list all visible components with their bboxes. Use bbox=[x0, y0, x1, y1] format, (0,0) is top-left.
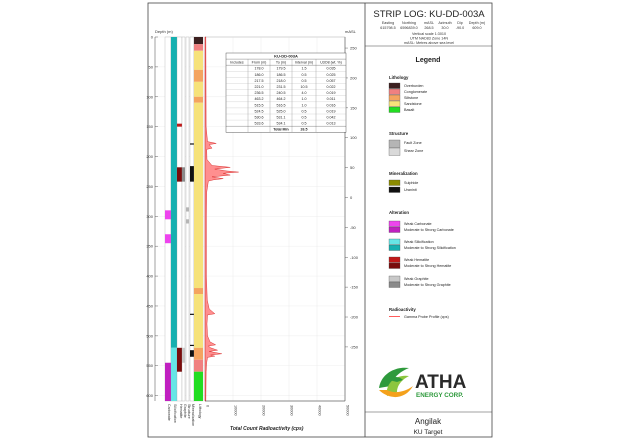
legend-swatch bbox=[389, 140, 400, 148]
masl-tick-label: -200 bbox=[350, 314, 359, 320]
masl-tick-label: -50 bbox=[350, 224, 356, 230]
table-cell: 240.5 bbox=[276, 91, 286, 96]
legend-swatch bbox=[389, 101, 400, 107]
silicification-column-interval bbox=[171, 348, 177, 401]
lithology-column-interval bbox=[194, 82, 203, 97]
legend-item-label: Weak Hematite bbox=[404, 258, 430, 262]
logo-name: ATHA bbox=[415, 372, 467, 393]
legend-item-label: Gamma Probe Profile (cps) bbox=[404, 315, 449, 319]
table-cell: 534.1 bbox=[276, 121, 286, 126]
masl-tick-label: -250 bbox=[350, 344, 359, 350]
legend-item-label: Moderate to Strong Graphite bbox=[404, 283, 451, 287]
intervals-table bbox=[226, 53, 346, 132]
lithology-column-interval bbox=[194, 44, 203, 51]
lithology-column-interval bbox=[194, 372, 203, 401]
column-label: Carbonate bbox=[167, 404, 171, 421]
table-cell: 179.5 bbox=[276, 66, 286, 71]
legend-heading: Lithology bbox=[389, 75, 409, 80]
mineralization-column-interval bbox=[190, 143, 194, 144]
table-header: From (m) bbox=[251, 60, 267, 65]
graphite-column-interval bbox=[182, 348, 185, 363]
masl-tick-label: 50 bbox=[350, 165, 355, 171]
table-cell: 0.025 bbox=[326, 72, 336, 77]
legend-heading: Radioactivity bbox=[389, 307, 416, 312]
table-cell: 0.057 bbox=[326, 78, 336, 83]
table-cell: 186.0 bbox=[254, 72, 264, 77]
legend-swatch bbox=[389, 95, 400, 101]
lithology-column-interval bbox=[194, 348, 203, 360]
masl-tick-label: 200 bbox=[350, 75, 357, 81]
table-cell: 524.5 bbox=[254, 109, 264, 114]
graphite-column-interval bbox=[182, 167, 185, 181]
carbonate-column-interval bbox=[165, 363, 171, 401]
table-total-label: Total Min bbox=[273, 127, 289, 132]
legend-swatch bbox=[389, 282, 400, 288]
table-cell: 0.5 bbox=[301, 121, 307, 126]
legend-item-label: Moderate to Strong Hematite bbox=[404, 264, 452, 268]
depth-axis-label: Depth (m) bbox=[155, 29, 173, 34]
legend-item-label: Siltstone bbox=[404, 96, 419, 100]
collar-header: mASL bbox=[423, 21, 435, 25]
scale-line: Vertical scale 1:3010 bbox=[411, 32, 447, 36]
table-cell: 221.0 bbox=[254, 85, 264, 89]
table-cell: 530.6 bbox=[254, 115, 264, 120]
collar-value: 609.0 bbox=[472, 26, 482, 30]
table-cell: 525.0 bbox=[276, 109, 286, 114]
legend-item-label: Fault Zone bbox=[404, 141, 422, 145]
collar-header: Azimuth bbox=[438, 21, 452, 25]
table-header: Interval (m) bbox=[294, 60, 314, 65]
table-cell: 0.042 bbox=[326, 115, 336, 120]
scale-line: UTM NAD83 Zone 14N bbox=[409, 36, 449, 41]
legend-item-label: Basalt bbox=[404, 108, 415, 112]
table-cell: 1.5 bbox=[301, 66, 307, 71]
legend-item-label: Moderate to Strong Silicification bbox=[404, 246, 456, 250]
masl-axis-label: mASL bbox=[345, 29, 356, 34]
hematite-column-interval bbox=[177, 167, 182, 181]
legend-swatch bbox=[389, 148, 400, 156]
hematite-column-interval bbox=[177, 348, 182, 372]
table-cell: 218.0 bbox=[276, 78, 286, 83]
masl-tick-label: 0 bbox=[350, 194, 353, 200]
table-cell: 0.019 bbox=[326, 109, 336, 114]
legend-swatch bbox=[389, 239, 400, 245]
silicification-column-interval bbox=[171, 37, 177, 348]
table-cell: 217.5 bbox=[254, 78, 264, 83]
collar-header: Northing bbox=[402, 21, 416, 25]
x-tick-label: 0 bbox=[205, 405, 210, 408]
collar-value: 30.0 bbox=[441, 26, 449, 30]
table-cell: 1.0 bbox=[301, 97, 307, 102]
legend-item-label: Sulphide bbox=[404, 181, 419, 185]
hematite-column-frame bbox=[177, 37, 182, 401]
collar-value: 6596839.0 bbox=[400, 26, 418, 30]
structure-column-interval bbox=[186, 207, 189, 211]
table-cell: 186.5 bbox=[276, 72, 286, 77]
lithology-column-interval bbox=[194, 51, 203, 70]
column-label: Structure bbox=[187, 404, 191, 419]
legend-item-label: Weak Graphite bbox=[404, 277, 429, 281]
masl-tick-label: -150 bbox=[350, 284, 359, 290]
column-label: Mineralization bbox=[191, 404, 195, 427]
depth-tick-label: 500 bbox=[146, 333, 153, 339]
x-axis-label: Total Count Radioactivity (cps) bbox=[230, 426, 304, 432]
table-header: U3O8 (wt. %) bbox=[320, 60, 342, 65]
atha-logo bbox=[379, 368, 467, 399]
lithology-column-interval bbox=[194, 294, 203, 348]
scale-line: mASL: Metres above sea level bbox=[403, 41, 455, 45]
table-cell: 0.5 bbox=[301, 115, 307, 120]
table-cell: 0.035 bbox=[326, 66, 336, 71]
legend-item-label: Weak Silicification bbox=[404, 240, 434, 244]
table-cell: 0.019 bbox=[326, 91, 336, 96]
legend-title: Legend bbox=[415, 57, 441, 64]
column-label: Lithology bbox=[198, 404, 202, 419]
table-cell: 0.5 bbox=[301, 109, 307, 114]
table-cell: 0.5 bbox=[301, 78, 307, 83]
legend-item-label: Shear Zone bbox=[404, 149, 424, 153]
collar-header: Depth (m) bbox=[468, 21, 486, 25]
column-label: Graphite bbox=[183, 404, 187, 418]
lithology-column-interval bbox=[194, 103, 203, 288]
legend-item-label: Overburden bbox=[404, 84, 424, 88]
lithology-column-interval bbox=[194, 360, 203, 372]
strip-log-title: STRIP LOG: KU-DD-003A bbox=[373, 9, 485, 20]
table-header: Includes bbox=[230, 60, 244, 65]
x-tick-label: 10000 bbox=[233, 405, 238, 416]
mineralization-column-interval bbox=[190, 350, 194, 357]
table-cell: 10.5 bbox=[300, 85, 308, 89]
column-label: Hematite bbox=[179, 404, 183, 419]
structure-column-frame bbox=[186, 37, 189, 401]
legend-swatch bbox=[389, 89, 400, 95]
legend-item-label: Sandstone bbox=[404, 102, 422, 106]
project-target: KU Target bbox=[413, 429, 443, 436]
legend-swatch bbox=[389, 227, 400, 233]
column-label: Silicification bbox=[173, 404, 177, 423]
structure-column-interval bbox=[186, 219, 189, 223]
legend-swatch bbox=[389, 83, 400, 89]
legend-swatch bbox=[389, 107, 400, 113]
log-columns bbox=[165, 37, 203, 401]
depth-tick-label: 400 bbox=[146, 273, 153, 279]
legend-swatch bbox=[389, 180, 400, 186]
depth-tick-label: 150 bbox=[146, 124, 153, 130]
legend-swatch bbox=[389, 245, 400, 251]
mineralization-column-interval bbox=[190, 345, 194, 346]
legend-swatch bbox=[389, 263, 400, 269]
legend-swatch bbox=[389, 276, 400, 282]
table-cell: 236.5 bbox=[254, 91, 264, 96]
legend-swatch bbox=[389, 257, 400, 263]
depth-tick-label: 350 bbox=[146, 243, 153, 249]
table-header: To (m) bbox=[275, 60, 287, 65]
table-cell: 533.6 bbox=[254, 121, 264, 126]
x-tick-label: 40000 bbox=[317, 405, 322, 416]
masl-tick-label: 150 bbox=[350, 105, 357, 111]
table-cell: 231.5 bbox=[276, 85, 286, 89]
table-cell: 516.5 bbox=[276, 103, 286, 108]
table-cell: 0.5 bbox=[301, 72, 307, 77]
lithology-column-interval bbox=[194, 97, 203, 103]
table-cell: 4.0 bbox=[301, 91, 307, 96]
table-cell: 0.022 bbox=[326, 85, 336, 89]
depth-tick-label: 200 bbox=[146, 154, 153, 160]
collar-value: 615798.5 bbox=[380, 26, 396, 30]
depth-tick-label: 300 bbox=[146, 213, 153, 219]
logo-tagline: ENERGY CORP. bbox=[416, 392, 464, 399]
table-cell: 515.5 bbox=[254, 103, 264, 108]
legend-swatch bbox=[389, 221, 400, 227]
table-cell: 1.0 bbox=[301, 103, 307, 108]
mineralization-column-frame bbox=[190, 37, 194, 401]
legend-swatch bbox=[389, 187, 400, 193]
x-tick-label: 50000 bbox=[345, 405, 350, 416]
mineralization-column-interval bbox=[190, 166, 194, 182]
project-name: Angilak bbox=[414, 417, 442, 426]
masl-tick-label: 100 bbox=[350, 135, 357, 141]
carbonate-column-interval bbox=[165, 234, 171, 243]
collar-value: 268.5 bbox=[424, 26, 434, 30]
masl-tick-label: 250 bbox=[350, 45, 357, 51]
x-tick-label: 20000 bbox=[261, 405, 266, 416]
table-total-value: 26.5 bbox=[300, 127, 308, 132]
legend-item-label: Conglomerate bbox=[404, 90, 428, 94]
depth-tick-label: 550 bbox=[146, 363, 153, 369]
lithology-column-interval bbox=[194, 288, 203, 294]
legend-heading: Mineralization bbox=[389, 171, 418, 176]
legend-heading: Alteration bbox=[389, 210, 410, 215]
collar-header: Dip bbox=[457, 21, 463, 25]
table-cell: 463.2 bbox=[254, 97, 264, 102]
x-tick-label: 30000 bbox=[289, 405, 294, 416]
legend-item-label: Uraninit bbox=[404, 188, 417, 192]
depth-tick-label: 450 bbox=[146, 303, 153, 309]
lithology-column-interval bbox=[194, 70, 203, 82]
collar-value: -90.0 bbox=[455, 26, 465, 30]
table-cell: 178.0 bbox=[254, 66, 264, 71]
table-title: KU-DD-003A bbox=[274, 53, 298, 59]
table-cell: 0.013 bbox=[326, 121, 336, 126]
graphite-column-frame bbox=[182, 37, 185, 401]
depth-tick-label: 50 bbox=[148, 64, 153, 70]
mineralization-column-interval bbox=[190, 314, 194, 315]
masl-tick-label: -100 bbox=[350, 254, 359, 260]
table-cell: 0.011 bbox=[326, 97, 336, 102]
depth-tick-label: 600 bbox=[146, 393, 153, 399]
depth-tick-label: 250 bbox=[146, 183, 153, 189]
legend-heading: Structure bbox=[389, 131, 409, 136]
hematite-column-interval bbox=[177, 124, 182, 127]
table-cell: 464.2 bbox=[276, 97, 286, 102]
table-cell: 531.1 bbox=[276, 115, 286, 120]
table-cell: 0.016 bbox=[326, 103, 336, 108]
carbonate-column-interval bbox=[165, 210, 171, 219]
legend-item-label: Weak Carbonate bbox=[404, 222, 432, 226]
lithology-column-interval bbox=[194, 37, 203, 44]
collar-header: Easting bbox=[381, 21, 395, 25]
depth-tick-label: 100 bbox=[146, 94, 153, 100]
legend-item-label: Moderate to Strong Carbonate bbox=[404, 228, 454, 232]
depth-tick-label: 0 bbox=[150, 34, 153, 40]
